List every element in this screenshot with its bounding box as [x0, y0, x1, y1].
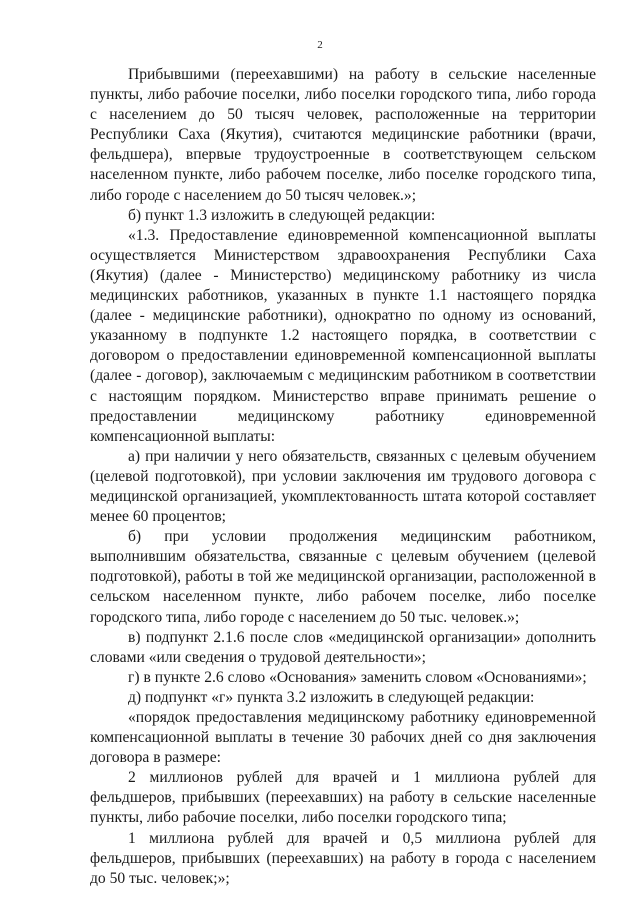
paragraph-payment-rural: 2 миллионов рублей для врачей и 1 миллиона рублей для фельдшеров, прибывших (переехавших) на работу в сельские населенные пункты, либо рабочие поселки, либо поселки городского типа; — [90, 769, 596, 827]
paragraph-condition-a: а) при наличии у него обязательств, связанных с целевым обучением (целевой подготовкой), при условии заключения им трудового договора с медицинской организацией, укомплектованность штата которой составляет менее 60 процентов; — [90, 447, 596, 526]
paragraph-clause-1-3: «1.3. Предоставление единовременной компенсационной выплаты осуществляется Министерством здравоохранения Республики Саха (Якутия) (далее - Министерство) медицинскому работнику из числа медицинских работников, указанных в пункте 1.1 настоящего порядка (далее - медицинские работники), однократно по одному из оснований, указанному в подпункте 1.2 настоящего порядка, в соответствии с договором о предоставлении единовременной компенсационной выплаты (далее - договор), заключаемым с медицинским работником в соответствии с настоящим порядком. Министерство вправе принимать решение о предоставлении медицинскому работнику единовременной компенсационной выплаты: — [90, 226, 596, 445]
paragraph-item-g: г) в пункте 2.6 слово «Основания» заменить словом «Основаниями»; — [128, 668, 587, 686]
paragraph-item-b-intro: б) пункт 1.3 изложить в следующей редакции: — [128, 206, 436, 224]
paragraph-item-d-intro: д) подпункт «г» пункта 3.2 изложить в следующей редакции: — [128, 688, 535, 706]
document-body — [90, 65, 596, 889]
paragraph-item-v: в) подпункт 2.1.6 после слов «медицинской организации» дополнить словами «или сведения о трудовой деятельности»; — [90, 628, 596, 666]
paragraph-definition-arrived-workers: Прибывшими (переехавшими) на работу в сельские населенные пункты, либо рабочие поселки, либо поселки городского типа, либо города с населением до 50 тысяч человек, расположенные на территории Республики Саха (Якутия), считаются медицинские работники (врачи, фельдшера), впервые трудоустроенные в соответствующем сельском населенном пункте, либо рабочем поселке, либо поселке городского типа, либо городе с населением до 50 тысяч человек.»; — [90, 66, 596, 204]
paragraph-payment-towns: 1 миллиона рублей для врачей и 0,5 миллиона рублей для фельдшеров, прибывших (переехавших) на работу в города с населением до 50 тыс. человек;»; — [90, 829, 596, 887]
page-number: 2 — [317, 39, 323, 51]
paragraph-payment-procedure: «порядок предоставления медицинскому работнику единовременной компенсационной выплаты в течение 30 рабочих дней со дня заключения договора в размере: — [90, 709, 596, 767]
paragraph-condition-b: б) при условии продолжения медицинским работником, выполнившим обязательства, связанные с целевым обучением (целевой подготовкой), работы в той же медицинской организации, расположенной в сельском населенном пункте, либо рабочем поселке, либо поселке городского типа, либо городе с населением до 50 тыс. человек.»; — [90, 528, 596, 626]
